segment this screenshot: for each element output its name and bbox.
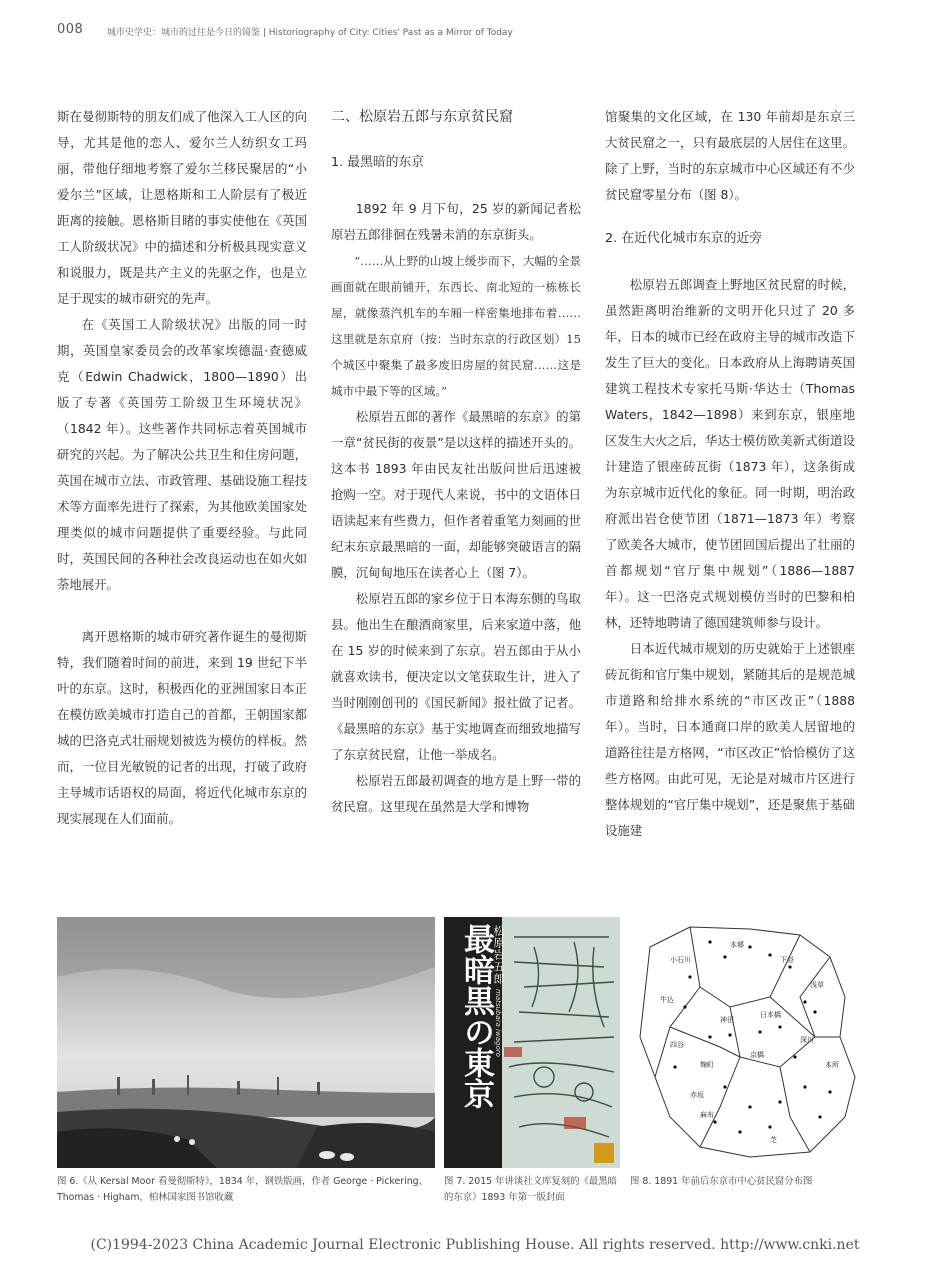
map-district-label: 小石川 [670, 956, 691, 964]
figure-6-caption: 图 6.《从 Kersal Moor 看曼彻斯特》，1834 年，钢铁版画，作者 George · Pickering、Thomas · Higham，柏林国家图书馆收藏 [57, 1176, 428, 1203]
map-district-label: 本所 [825, 1061, 839, 1069]
slum-location-dot [818, 1115, 821, 1118]
slum-location-dot [793, 1055, 796, 1058]
map-district-label: 麻布 [700, 1111, 714, 1119]
map-district-label: 芝 [770, 1136, 777, 1144]
slum-location-dot [813, 1010, 816, 1013]
column-3 [605, 104, 855, 844]
paragraph: 斯在曼彻斯特的朋友们成了他深入工人区的向导，尤其是他的恋人、爱尔兰人纺织女工玛丽，带他仔细地考察了爱尔兰移民聚居的“小爱尔兰”区域，让恩格斯和工人阶层有了极近距离的接触。恩格斯目睹的事实使他在《英国工人阶级状况》中的描述和分析极具现实意义和说服力，既是共产主义的先驱之作，也是立足于现实的城市研究的先声。 [57, 109, 307, 306]
map-district-label: 四谷 [670, 1041, 684, 1049]
paragraph: 在《英国工人阶级状况》出版的同一时期，英国皇家委员会的改革家埃德温·查德威克（Edwin Chadwick，1800—1890）出版了专著《英国劳工阶级卫生环境状况》（1842 年）。这些著作共同标志着英国城市研究的兴起。为了解决公共卫生和住房问题，英国在城市立法、市政管理、基础设施工程技术等方面率先进行了探索，为其他欧美国家处理类似的城市问题提供了重要经验。与此同时，英国民间的各种社会改良运动也在如火如荼地展开。 [57, 317, 307, 592]
block-quote: “……从上野的山坡上缓步而下，大幅的全景画面就在眼前铺开，东西长、南北短的一栋栋长屋，就像蒸汽机车的车厢一样密集地排布着……这里就是东京府（按：当时东京的行政区划）15 个城区中聚集了最多废旧房屋的贫民窟……这是城市中最下等的区域。” [331, 254, 581, 398]
cover-author: 松原岩五郎 [492, 925, 505, 985]
column-2 [331, 104, 581, 820]
paragraph: 松原岩五郎的著作《最黑暗的东京》的第一章“贫民街的夜景”是以这样的描述开头的。这本书 1893 年由民友社出版问世后迅速被抢购一空。对于现代人来说，书中的文语体日语读起来有些费力，但作者着重笔力刻画的世纪末东京最黑暗的一面，却能够突破语言的隔膜，沉甸甸地压在读者心上（图 7）。 [331, 409, 581, 580]
map-district-label: 牛込 [660, 996, 674, 1004]
paragraph: 馆聚集的文化区域，在 130 年前却是东京三大贫民窟之一，只有最底层的人居住在这里。除了上野，当时的东京城市中心区域还有不少贫民窟零星分布（图 8）。 [605, 109, 855, 202]
map-district-label: 浅草 [810, 981, 824, 989]
cover-romanized: matsubara iwagoro [494, 989, 502, 1057]
subsection-title: 1. 最黑暗的东京 [331, 155, 425, 170]
subsection-title: 2. 在近代化城市东京的近旁 [605, 231, 763, 246]
map-district-label: 麹町 [700, 1061, 714, 1069]
figure-8-caption: 图 8. 1891 年前后东京市中心贫民窟分布图 [630, 1176, 813, 1187]
slum-location-dot [778, 1025, 781, 1028]
slum-location-dot [673, 1065, 676, 1068]
map-district-label: 京橋 [750, 1051, 764, 1059]
slum-location-dot [803, 1000, 806, 1003]
paragraph: 1892 年 9 月下旬，25 岁的新闻记者松原岩五郎徘徊在残暑未消的东京街头。 [331, 201, 581, 242]
section-title: 二、松原岩五郎与东京贫民窟 [331, 109, 513, 125]
slum-location-dot [723, 955, 726, 958]
map-district-label: 赤坂 [690, 1091, 704, 1099]
slum-location-dot [738, 1130, 741, 1133]
slum-location-dot [768, 1125, 771, 1128]
figure-7-caption: 图 7. 2015 年讲谈社文库复刻的《最黑暗的东京》1893 年第一版封面 [444, 1176, 617, 1203]
map-district-label: 下谷 [780, 956, 794, 964]
running-title: 城市史学史：城市的过往是今日的镜鉴 | Historiography of City: Cities' Past as a Mirror of Today [107, 28, 513, 38]
slum-location-dot [708, 940, 711, 943]
paragraph: 松原岩五郎调查上野地区贫民窟的时候，虽然距离明治维新的文明开化只过了 20 多年，日本的城市已经在政府主导的城市改造下发生了巨大的变化。日本政府从上海聘请英国建筑工程技术专家托马斯·华达士（Thomas Waters，1842—1898）来到东京，银座地区发生大火之后，华达士模仿欧美新式街道设计建造了银座砖瓦街（1873 年），这条街成为东京城市近代化的象征。同一时期，明治政府派出岩仓使节团（1871—1873 年）考察了欧美各大城市，使节团回国后提出了壮丽的首都规划“官厅集中规划”（1886—1887 年）。这一巴洛克式规划模仿当时的巴黎和柏林，还特地聘请了德国建筑师参与设计。 [605, 277, 855, 630]
slum-location-dot [708, 1035, 711, 1038]
slum-location-dot [683, 1005, 686, 1008]
page-number: 008 [57, 22, 84, 37]
slum-location-dot [788, 965, 791, 968]
map-district-label: 神田 [720, 1016, 734, 1024]
paragraph: 离开恩格斯的城市研究著作诞生的曼彻斯特，我们随着时间的前进，来到 19 世纪下半叶的东京。这时，积极西化的亚洲国家日本正在模仿欧美城市打造自己的首都，王朝国家都城的巴洛克式壮丽规划被选为模仿的样板。然而，一位目光敏锐的记者的出现，打破了政府主导城市话语权的局面，将近代化城市东京的现实展现在人们面前。 [57, 629, 307, 826]
paragraph: 松原岩五郎的家乡位于日本海东侧的鸟取县。他出生在酿酒商家里，后来家道中落，他在 15 岁的时候来到了东京。岩五郎由于从小就喜欢读书，便决定以文笔获取生计，进入了当时刚刚创刊的《国民新闻》报社做了记者。《最黑暗的东京》基于实地调查而细致地描写了东京贫民窟，让他一举成名。 [331, 591, 581, 762]
slum-location-dot [728, 1033, 731, 1036]
slum-location-dot [748, 945, 751, 948]
engraving-illustration [57, 917, 435, 1168]
paragraph: 松原岩五郎最初调查的地方是上野一带的贫民窟。这里现在虽然是大学和博物 [331, 773, 581, 814]
map-district-label: 日本橋 [760, 1011, 781, 1019]
slum-location-dot [713, 1120, 716, 1123]
slum-location-dot [688, 975, 691, 978]
slum-location-dot [803, 1085, 806, 1088]
paragraph: 日本近代城市规划的历史就始于上述银座砖瓦街和官厅集中规划，紧随其后的是规范城市道路和给排水系统的“市区改正”（1888 年）。当时，日本通商口岸的欧美人居留地的道路往往是方格网，“市区改正”恰恰模仿了这些方格网。由此可见，无论是对城市片区进行整体规划的“官厅集中规划”，还是聚焦于基础设施建 [605, 641, 855, 838]
slum-location-dot [828, 1090, 831, 1093]
map-district-label: 本郷 [730, 941, 744, 949]
map-district-label: 深川 [800, 1036, 814, 1044]
figure-8-slum-map [630, 917, 858, 1168]
figure-7-book-cover [444, 917, 620, 1168]
copyright-footer: (C)1994-2023 China Academic Journal Electronic Publishing House. All rights reserved. http://www.cnki.net [90, 1237, 860, 1253]
figure-6-engraving [57, 917, 435, 1168]
slum-location-dot [768, 953, 771, 956]
slum-distribution-map [630, 917, 858, 1168]
slum-location-dot [723, 1085, 726, 1088]
slum-location-dot [748, 1105, 751, 1108]
slum-location-dot [758, 1030, 761, 1033]
column-1 [57, 104, 307, 832]
slum-location-dot [778, 1100, 781, 1103]
cover-title: 最暗黒の東京 [458, 923, 494, 1109]
